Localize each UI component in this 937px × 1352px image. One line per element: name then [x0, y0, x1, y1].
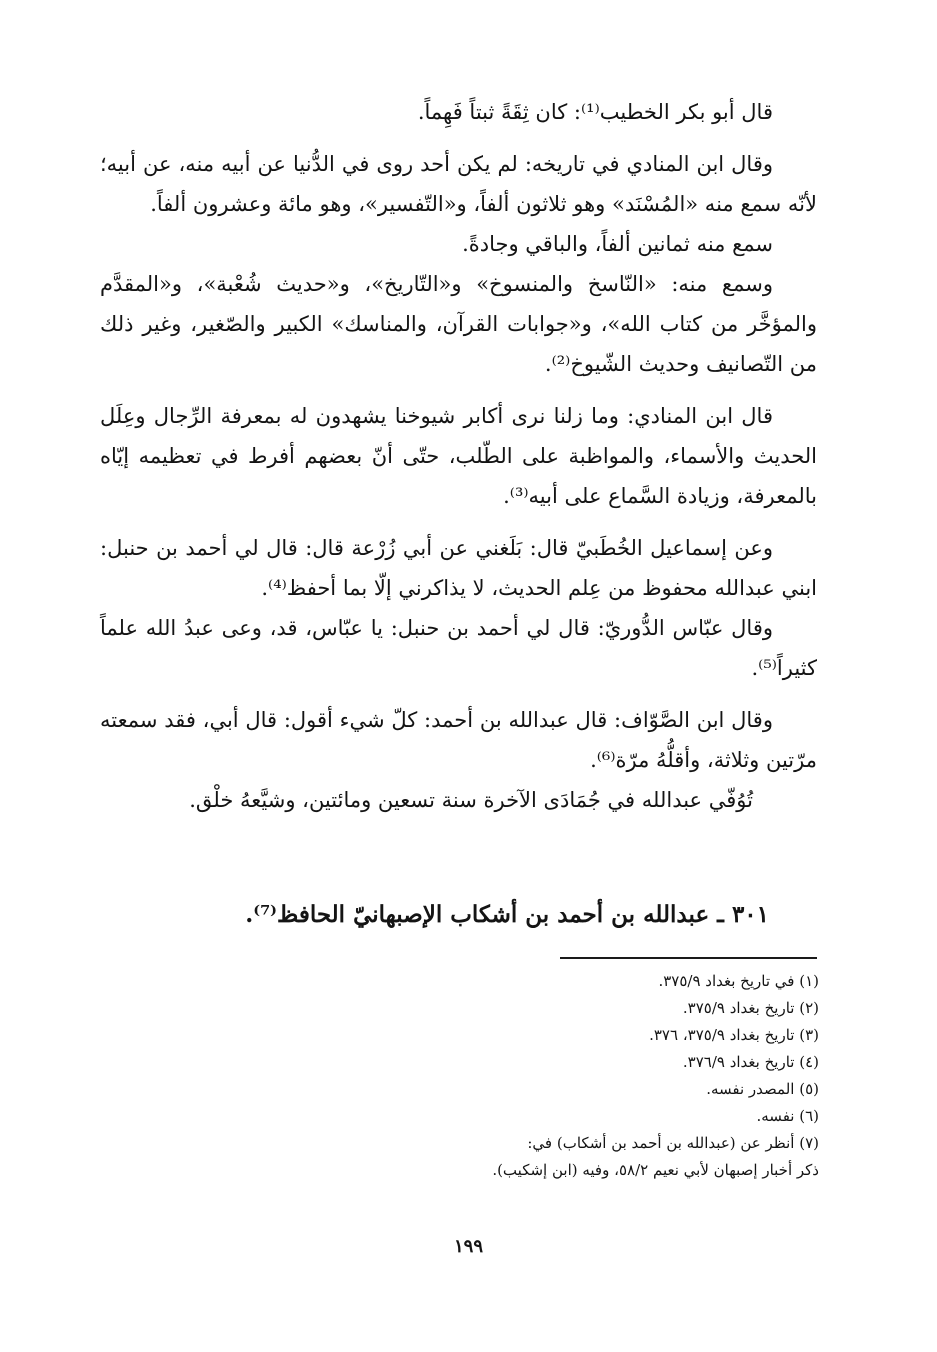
main-text: [100, 92, 817, 820]
page-number: ١٩٩: [453, 1236, 483, 1257]
paragraph: وقال ابن المنادي في تاريخه: لم يكن أحد روى في الدُّنيا عن أبيه منه، عن أبيه؛ لأنّه سمع منه «المُسْنَد» وهو ثلاثون ألفاً، و«التّفسير»، وهو مائة وعشرون ألفاً.: [100, 152, 817, 216]
footnote-item: (٧) أنظر عن (عبدالله بن أحمد بن أشكاب) في:: [527, 1134, 819, 1152]
footnote-item: (١) في تاريخ بغداد ٣٧٥/٩.: [658, 972, 819, 990]
footnote-divider: [560, 957, 817, 959]
footnote-item: ذكر أخبار إصبهان لأبي نعيم ٥٨/٢، وفيه (ابن إشكيب).: [492, 1161, 819, 1179]
paragraph: قال أبو بكر الخطيب⁽¹⁾: كان ثِقَةً ثبتاً فَهِماً.: [417, 100, 773, 124]
footnote-item: (٣) تاريخ بغداد ٣٧٥/٩، ٣٧٦.: [649, 1026, 819, 1044]
paragraph: وقال عبّاس الدُّوريّ: قال لي أحمد بن حنبل: يا عبّاس، قد، وعى عبدُ الله علماً كثيراً⁽⁵⁾.: [100, 616, 817, 680]
paragraph: وسمع منه: «النّاسخ والمنسوخ» و«التّاريخ»، و«حديث شُعْبة»، و«المقدَّم والمؤخَّر من كتاب الله»، و«جوابات القرآن، والمناسك» الكبير والصّغير، وغير ذلك من التّصانيف وحديث الشّيوخ⁽²⁾.: [100, 272, 817, 376]
paragraph: تُوُفّي عبدالله في جُمَادَى الآخرة سنة تسعين ومائتين، وشيَّعهُ خلْق.: [189, 788, 753, 812]
footnote-item: (٥) المصدر نفسه.: [706, 1080, 819, 1098]
paragraph: سمع منه ثمانين ألفاً، والباقي وجادةً.: [462, 232, 773, 256]
paragraph: وقال ابن الصَّوّاف: قال عبدالله بن أحمد: كلّ شيء أقول: قال أبي، فقد سمعته مرّتين وثلاثة، وأقلُّهُ مرّة⁽⁶⁾.: [100, 708, 817, 772]
paragraph: وعن إسماعيل الخُطَبيّ قال: بَلَغني عن أبي زُرْعة قال: قال لي أحمد بن حنبل: ابني عبدالله محفوظ من عِلم الحديث، لا يذاكرني إلّا بما أحفظ⁽⁴⁾.: [100, 536, 817, 600]
footnote-item: (٢) تاريخ بغداد ٣٧٥/٩.: [682, 999, 819, 1017]
paragraph: قال ابن المنادي: وما زلنا نرى أكابر شيوخنا يشهدون له بمعرفة الرِّجال وعِلَل الحديث والأسماء، والمواظبة على الطّلب، حتّى أنّ بعضهم أفرط في تعظيمه إيّاه بالمعرفة، وزيادة السَّماع على أبيه⁽³⁾.: [100, 404, 817, 508]
footnote-item: (٦) نفسه.: [756, 1107, 819, 1125]
footnotes: [99, 968, 819, 1184]
entry-heading: ٣٠١ ـ عبدالله بن أحمد بن أشكاب الإصبهانيّ الحافظ⁽⁷⁾.: [245, 901, 769, 928]
footnote-item: (٤) تاريخ بغداد ٣٧٦/٩.: [682, 1053, 819, 1071]
